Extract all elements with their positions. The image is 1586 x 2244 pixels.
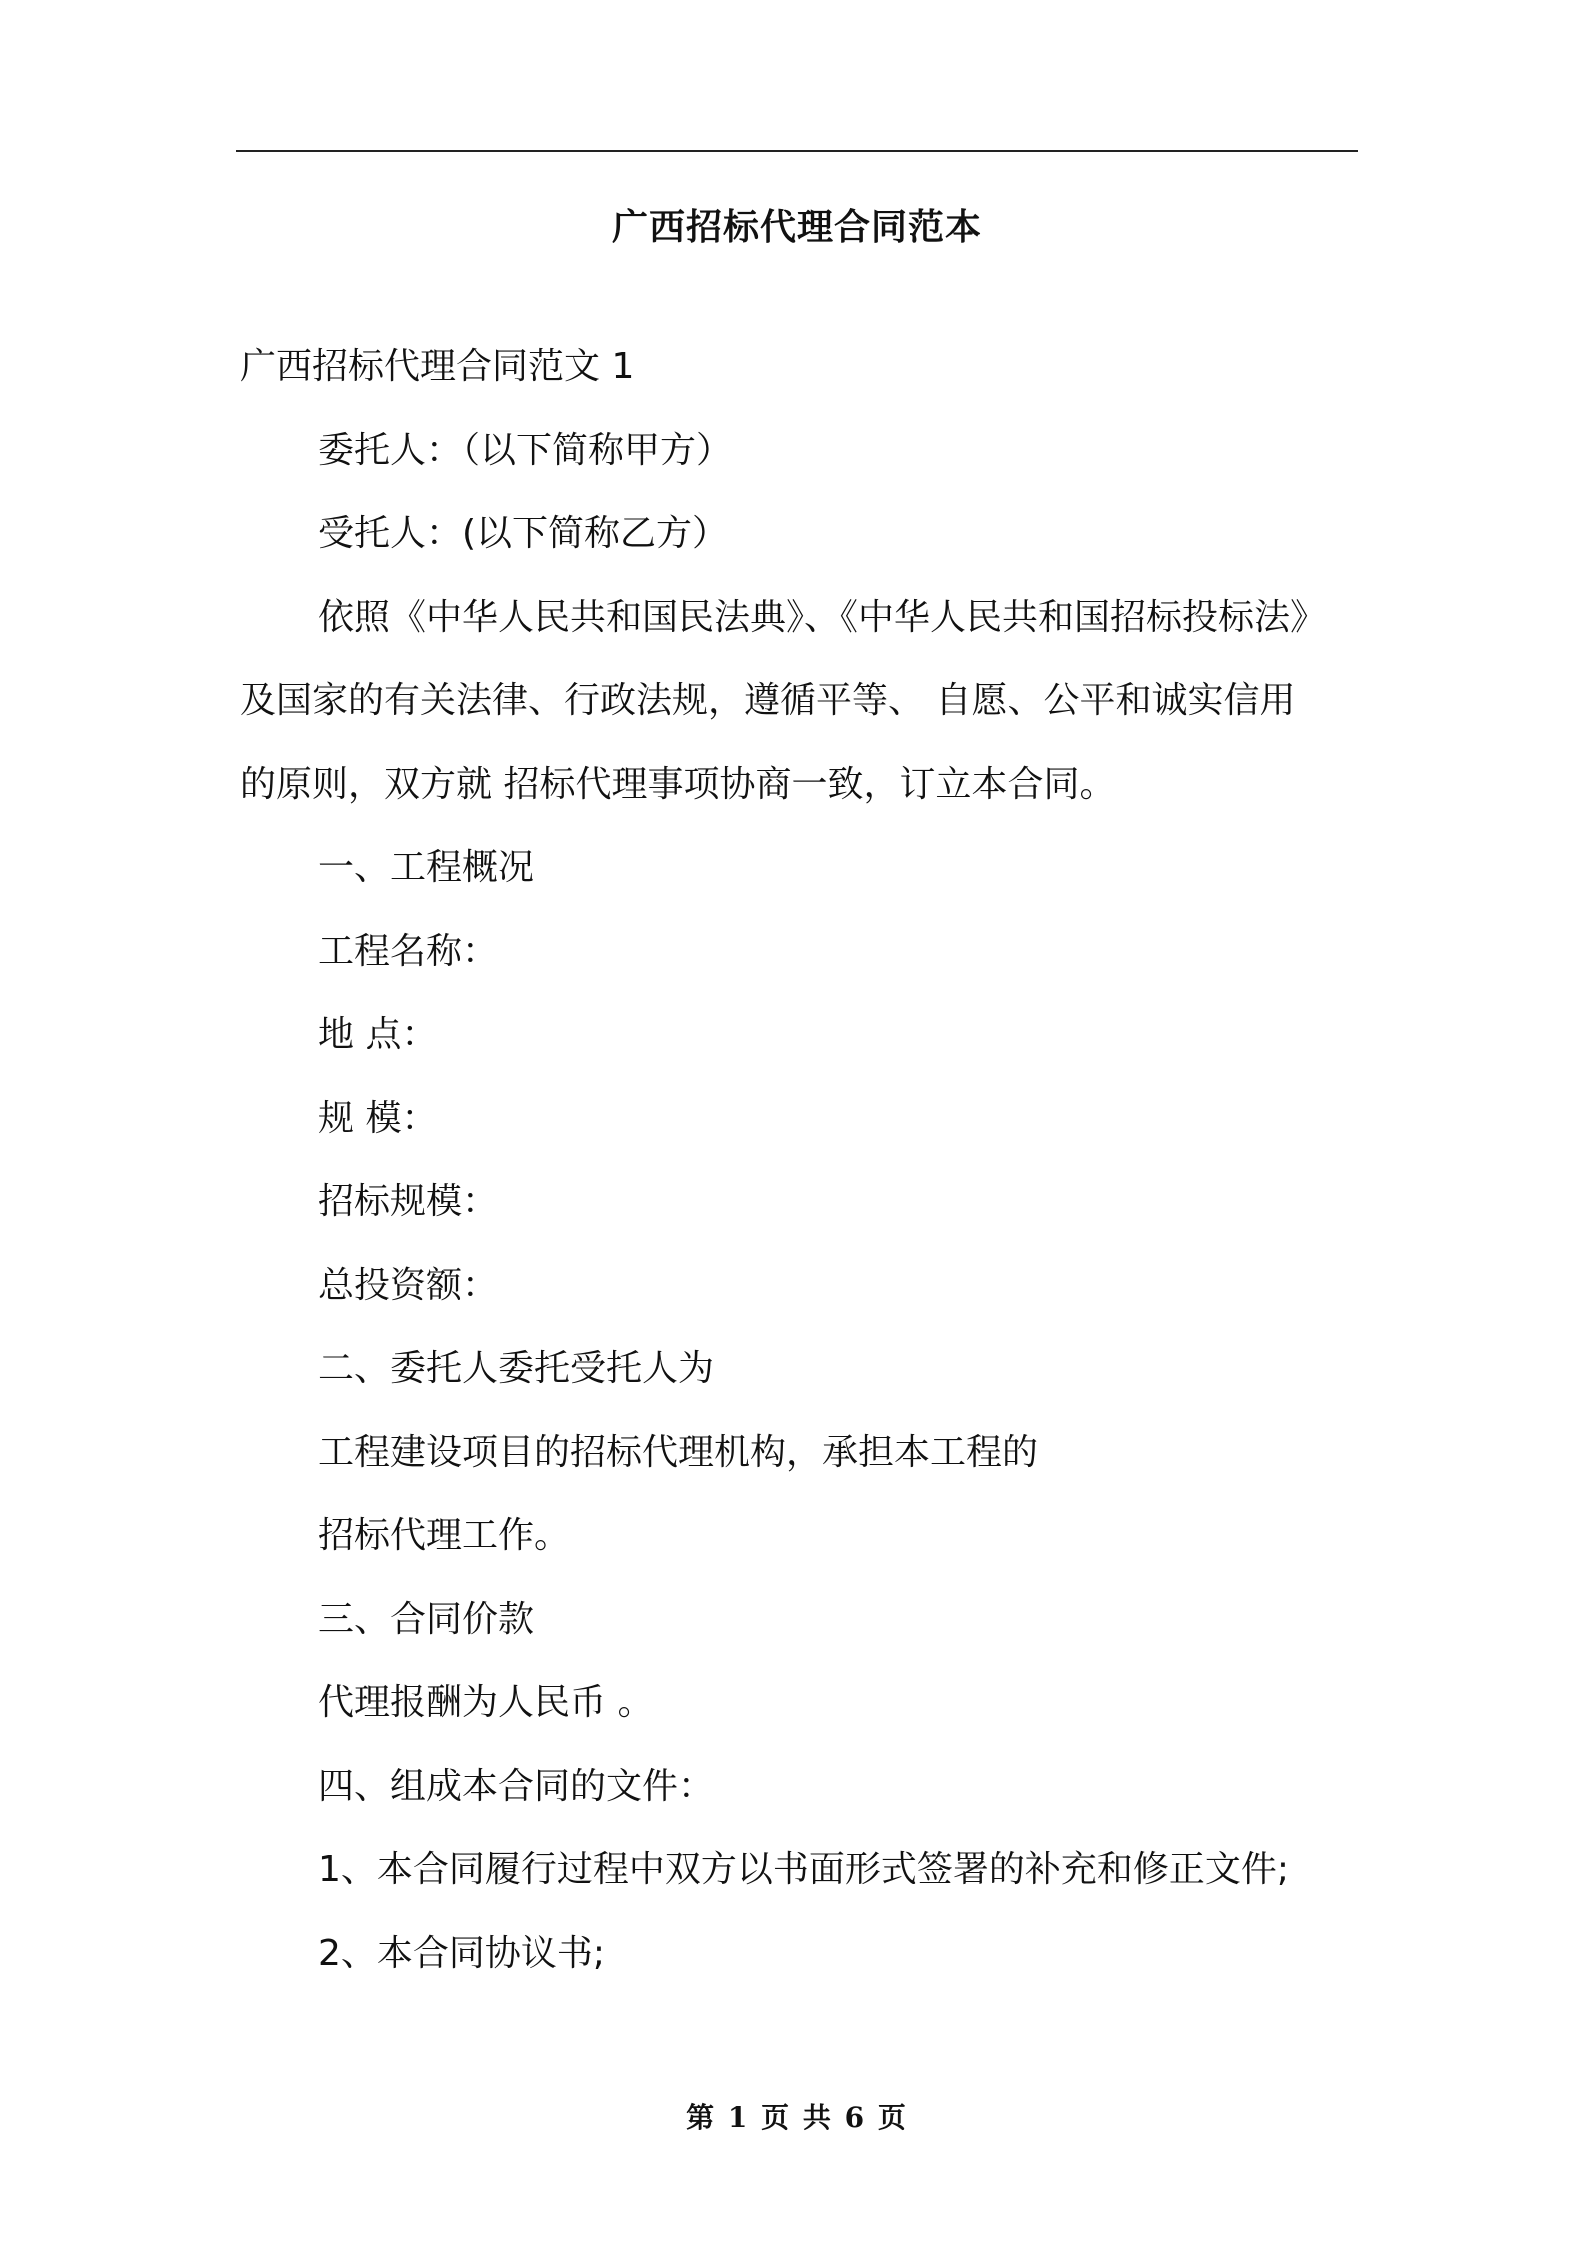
paragraph-line: 招标规模：: [318, 1181, 499, 1222]
paragraph-line: 2、本合同协议书;: [318, 1932, 606, 1974]
paragraph-line: 代理报酬为人民币 。: [318, 1682, 654, 1723]
paragraph-line: 及国家的有关法律、行政法规，遵循平等、 自愿、公平和诚实信用: [240, 680, 1296, 721]
paragraph-line: 的原则，双方就 招标代理事项协商一致，订立本合同。: [240, 763, 1116, 805]
paragraph-line: 依照《中华人民共和国民法典》、《中华人民共和国招标投标法》: [318, 596, 1327, 638]
paragraph-line: 招标代理工作。: [318, 1515, 571, 1556]
paragraph-line: 三、合同价款: [318, 1598, 535, 1640]
document-body: [240, 325, 1360, 1995]
paragraph-line: 委托人：（以下简称甲方）: [318, 429, 733, 471]
paragraph-line: 广西招标代理合同范文 1: [240, 346, 635, 387]
paragraph-line: 四、组成本合同的文件：: [318, 1765, 715, 1807]
document-title: 广西招标代理合同范本: [611, 207, 982, 248]
paragraph-line: 一、工程概况: [318, 847, 535, 888]
paragraph-line: 二、委托人委托受托人为: [318, 1348, 715, 1389]
paragraph-line: 工程名称：: [318, 930, 499, 972]
paragraph-line: 受托人：(以下简称乙方）: [318, 513, 729, 554]
paragraph-line: 1、本合同履行过程中双方以书面形式签署的补充和修正文件;: [318, 1849, 1290, 1890]
page-footer: 第 1 页 共 6 页: [686, 2101, 908, 2134]
paragraph-line: 工程建设项目的招标代理机构，承担本工程的: [318, 1431, 1039, 1473]
paragraph-line: 总投资额：: [318, 1264, 499, 1306]
header-rule: [236, 150, 1358, 152]
paragraph-line: 规 模：: [318, 1097, 438, 1139]
paragraph-line: 地 点：: [318, 1014, 438, 1055]
